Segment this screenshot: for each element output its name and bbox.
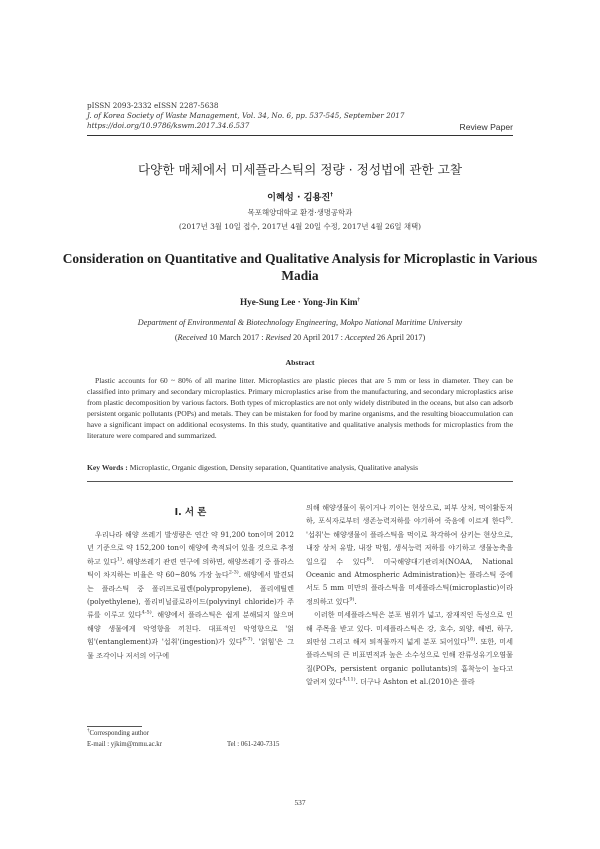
keywords-label: Key Words : bbox=[87, 463, 130, 472]
body-text: . 해양에서 발견되는 플라스틱 중 폴리프로필렌(polypropylene), 폴리에틸렌(polyethylene), 폴리비닐클로라이드(polyvinyl chloride)가 주류를 이루고 있다 bbox=[87, 570, 295, 620]
journal-citation: J. of Korea Society of Waste Management, Vol. 34, No. 6, pp. 537-545, September 2017 bbox=[87, 111, 405, 120]
body-text: . 미국해양대기관리처(NOAA, National Oceanic and Atmospheric Administration)는 플라스틱 중에서도 5 mm 미만의 플라스틱을 미세플라스틱(microplastic)이라 정의하고 있다 bbox=[306, 556, 514, 606]
body-paragraph bbox=[306, 608, 513, 688]
korean-authors bbox=[0, 189, 600, 203]
section-heading: I. 서 론 bbox=[174, 507, 207, 518]
body-text: 우리나라 해양 쓰레기 발생량은 연간 약 91,200 ton이며 2012년 기준으로 약 152,200 ton이 해양에 축적되어 있을 것으로 추정하고 있다 bbox=[87, 530, 294, 566]
footnote-email: E-mail : yjkim@mmu.ac.kr bbox=[87, 741, 162, 748]
citation-ref: 4,11) bbox=[342, 676, 356, 683]
keywords-text: Microplastic, Organic digestion, Density separation, Quantitative analysis, Qualitative analysis bbox=[129, 463, 419, 472]
citation-ref: 8) bbox=[366, 556, 372, 563]
english-author-names: Hye-Sung Lee · Yong-Jin Kim bbox=[239, 297, 358, 307]
body-column-right bbox=[306, 501, 513, 689]
body-text: . 해양쓰레기 관련 연구에 의하면, 해양쓰레기 중 플라스틱이 차지하는 비율은 약 60~80% 가장 높다 bbox=[87, 556, 294, 580]
journal-header bbox=[87, 101, 404, 131]
body-text: . 해양에서 플라스틱은 쉽게 분해되지 않으며 해양 생물에게 악영향을 끼친다. 대표적인 악영향으로 '얽힘'(entanglement)과 '섭취'(ingestion)가 있다 bbox=[87, 610, 294, 647]
body-text: 이러한 미세플라스틱은 분포 범위가 넓고, 잠재적인 독성으로 인해 주목을 받고 있다. 미세플라스틱은 강, 호수, 외양, 해변, 하구, 외딴섬 그리고 해저 퇴적물까지 넓게 분포 되어있다 bbox=[306, 610, 513, 647]
citation-ref: 2-3) bbox=[228, 569, 239, 576]
header-divider bbox=[87, 135, 513, 136]
abstract-text: Plastic accounts for 60 ~ 80% of all marine litter. Microplastics are plastic pieces that are 5 mm or less in diameter. They can be classified into primary and secondary microplastics. Primary microplastics arise from the manufacturing, and secondary microplastics arise from plastic decomposition by various factors. Both types of microplastics are not only widely distributed in the oceans, but also can adsorb persistent organic pollutants (POPs) and metals. They can be mistaken for food by marine organisms, and the resulting bioaccumulation can have a significant impact on additional ecosystems. In this study, quantitative and qualitative analysis methods for microplastics from the literature were compared and summarized. bbox=[87, 376, 513, 441]
article-type: Review Paper bbox=[459, 122, 513, 132]
body-text: . 또한, 미세플라스틱의 큰 비표면적과 높은 소수성으로 인해 잔류성유기오염물질(POPs, persistent organic pollutants)의 흡착능이 높다고 알려져 있다 bbox=[306, 637, 513, 687]
page-number: 537 bbox=[294, 798, 306, 807]
body-text: . '얽힘'은 그물 조각이나 저서의 어구에 bbox=[87, 637, 294, 660]
footnote-contact bbox=[87, 741, 294, 748]
issn-line: pISSN 2093-2332 eISSN 2287-5638 bbox=[87, 101, 219, 110]
body-paragraph bbox=[306, 501, 513, 608]
english-affiliation: Department of Environmental & Biotechnology Engineering, Mokpo National Maritime University bbox=[137, 318, 463, 327]
english-author-mark: † bbox=[357, 297, 361, 303]
citation-ref: 4-5) bbox=[141, 610, 152, 617]
korean-dates: (2017년 3월 10일 접수, 2017년 4월 20일 수정, 2017년 4월 26일 채택) bbox=[178, 222, 422, 231]
korean-affiliation: 목포해양대학교 환경·생명공학과 bbox=[247, 208, 353, 217]
english-authors bbox=[0, 297, 600, 307]
korean-author-mark: † bbox=[330, 191, 333, 198]
keywords bbox=[87, 463, 513, 472]
citation-ref: 6-7) bbox=[242, 636, 253, 643]
english-title: Consideration on Quantitative and Qualitative Analysis for Microplastic in Various Madia bbox=[62, 251, 538, 283]
citation-ref: 1) bbox=[116, 556, 122, 563]
body-paragraph bbox=[87, 528, 294, 662]
korean-title: 다양한 매체에서 미세플라스틱의 정량 · 정성법에 관한 고찰 bbox=[138, 162, 462, 177]
body-column-left bbox=[87, 528, 294, 662]
body-text: . '섭취'는 해양생물이 플라스틱을 먹이로 착각하여 삼키는 현상으로, 내장 상처 유발, 내장 막힘, 생식능력 저하를 야기하고 생물농축을 일으킬 수 있다 bbox=[306, 516, 513, 566]
footnote-tel: Tel : 061-240-7315 bbox=[227, 741, 280, 748]
citation-ref: 9) bbox=[349, 596, 355, 603]
citation-ref: 8) bbox=[505, 516, 511, 523]
footnote-mark: † bbox=[87, 728, 90, 734]
abstract-divider bbox=[87, 481, 513, 482]
korean-author-names: 이혜성 · 김용진 bbox=[267, 192, 331, 203]
abstract-heading: Abstract bbox=[285, 358, 315, 367]
body-text: 의해 해양생물이 묶이거나 끼이는 현상으로, 피부 상처, 먹이활동저하, 포식자로부터 생존능력저하를 야기하여 죽음에 이르게 한다 bbox=[306, 503, 513, 526]
footnote-corresponding: †Corresponding author bbox=[87, 728, 149, 737]
footnote-divider bbox=[87, 726, 142, 727]
body-text: . 더구나 Ashton et al.(2010)은 플라 bbox=[355, 677, 475, 687]
citation-ref: 10) bbox=[467, 636, 476, 643]
doi-link[interactable]: https://doi.org/10.9786/kswm.2017.34.6.537 bbox=[87, 121, 250, 130]
body-text: . bbox=[354, 596, 357, 606]
english-dates: (Received 10 March 2017 : Revised 20 April 2017 : Accepted 26 April 2017) bbox=[174, 333, 426, 342]
